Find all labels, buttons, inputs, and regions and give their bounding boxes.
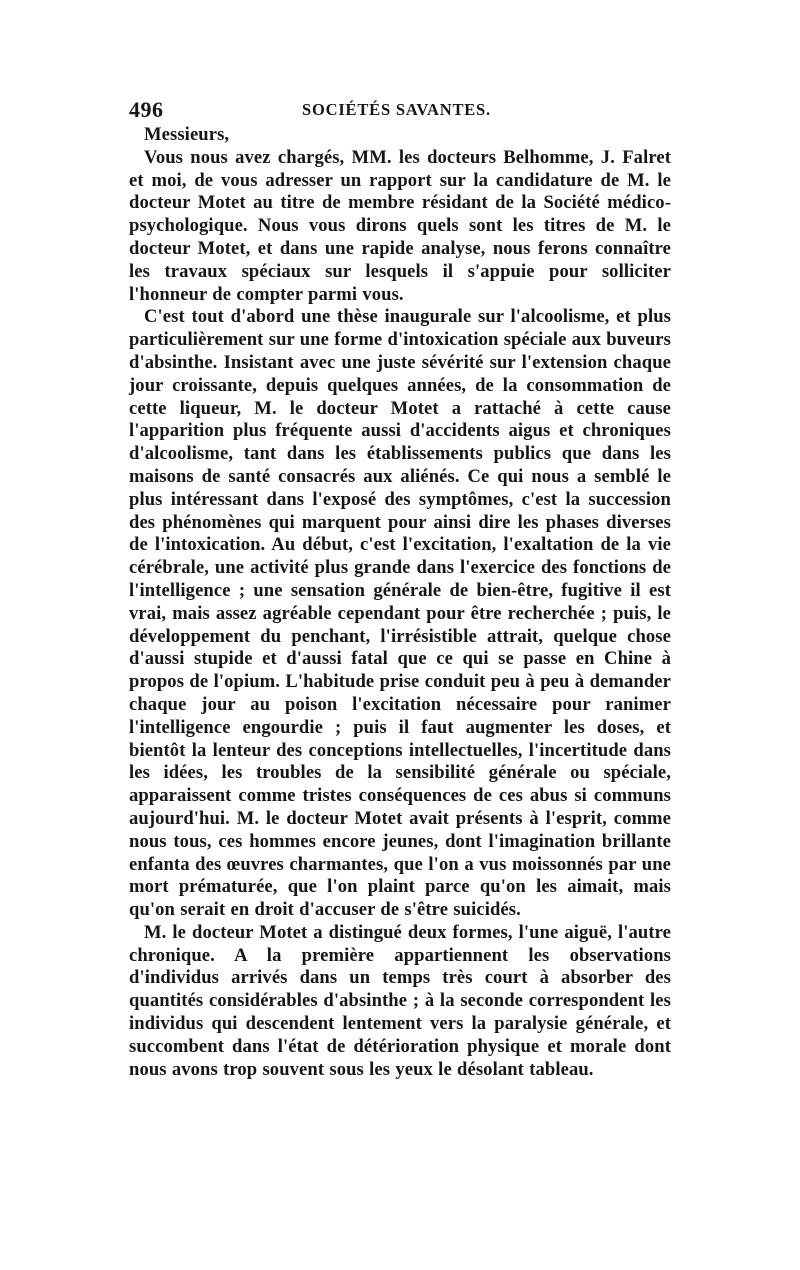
page-number: 496	[129, 97, 164, 122]
salutation: Messieurs,	[144, 124, 230, 145]
paragraph-two-forms: M. le docteur Motet a distingué deux formes, l'une aiguë, l'autre chronique. A la première appartiennent les observations d'individus arrivés dans un temps très court à absorber des quantités considérables d'absinthe ; à la seconde correspondent les individus qui descendent lentement vers la paralysie générale, et succombent dans l'état de détérioration physique et morale dont nous avons trop souvent sous les yeux le désolant tableau.	[129, 921, 671, 1080]
running-head	[129, 97, 671, 127]
running-title: SOCIÉTÉS SAVANTES.	[302, 100, 491, 119]
paragraph-thesis-alcoholism: C'est tout d'abord une thèse inaugurale sur l'alcoolisme, et plus particulièrement sur une forme d'intoxication spéciale aux buveurs d'absinthe. Insistant avec une juste sévérité sur l'extension chaque jour croissante, depuis quelques années, de la consommation de cette liqueur, M. le docteur Motet a rattaché à cette cause l'apparition plus fréquente aussi d'accidents aigus et chroniques d'alcoolisme, tant dans les établissements publics que dans les maisons de santé consacrés aux aliénés. Ce qui nous a semblé le plus intéressant dans l'exposé des symptômes, c'est la succession des phénomènes qui marquent pour ainsi dire les phases diverses de l'intoxication. Au début, c'est l'excitation, l'exaltation de la vie cérébrale, une activité plus grande dans l'exercice des fonctions de l'intelligence ; une sensation générale de bien-être, fugitive il est vrai, mais assez agréable cependant pour être recherchée ; puis, le développement du penchant, l'irrésistible attrait, quelque chose d'aussi stupide et d'aussi fatal que ce qui se passe en Chine à propos de l'opium. L'habitude prise conduit peu à peu à demander chaque jour au poison l'excitation nécessaire pour ranimer l'intelligence engourdie ; puis il faut augmenter les doses, et bientôt la lenteur des conceptions intellectuelles, l'incertitude dans les idées, les troubles de la sensibilité générale ou spéciale, apparaissent comme tristes conséquences de ces abus si communs aujourd'hui. M. le docteur Motet avait présents à l'esprit, comme nous tous, ces hommes encore jeunes, dont l'imagination brillante enfanta des œuvres charmantes, que l'on a vus moissonnés par une mort prématurée, que l'on plaint parce qu'on les aimait, mais qu'on serait en droit d'accuser de s'être suicidés.	[129, 306, 671, 921]
paragraph-report-intro: Vous nous avez chargés, MM. les docteurs Belhomme, J. Falret et moi, de vous adresser un rapport sur la candidature de M. le docteur Motet au titre de membre résidant de la Société médico-psychologique. Nous vous dirons quels sont les titres de M. le docteur Motet, et dans une rapide analyse, nous ferons connaître les travaux spéciaux sur lesquels il s'appuie pour solliciter l'honneur de compter parmi vous.	[129, 146, 671, 305]
body-text	[129, 124, 671, 1081]
